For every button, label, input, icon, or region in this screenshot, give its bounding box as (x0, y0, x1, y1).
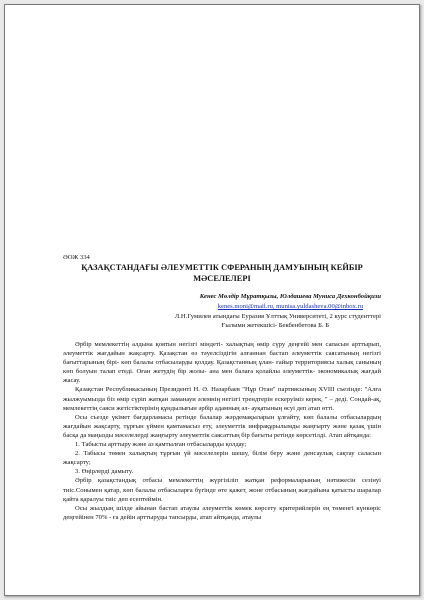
supervisor-line: Ғылыми жетекшісі- Бекбенбетова Б. Б (221, 322, 329, 329)
list-item: 3. Өңірлерді дамыту. (75, 468, 134, 476)
author-emails-link[interactable]: kenes.moni@mail.ru, munisa.yuldasheva.00@inbox.ru (217, 303, 363, 310)
paragraph: Осы жылдың шілде айынан бастап атаулы әлеуметтік көмек көрсету критерийлерін ең төменгі күнкөріс деңгейінен 70% - ға дейін арттыруды тапсырды, атап айтқанда, атаулы (63, 504, 381, 521)
document-page (63, 5, 381, 595)
title-line-2: МӘСЕЛЕЛЕРІ (193, 273, 251, 283)
title-line-1: ҚАЗАҚСТАНДАҒЫ ӘЛЕУМЕТТІК СФЕРАНЫҢ ДАМУЫНЫҢ КЕЙБІР (81, 263, 363, 272)
affiliation-line: Л.Н.Гумилев атындағы Еуразия Ұлттық Университеті, 2 курс студенттері (174, 313, 381, 320)
document-body (63, 340, 381, 522)
document-page-frame (4, 4, 420, 596)
udc-code: ӘОЖ 334 (63, 254, 90, 261)
paragraph: Әрбір мемлекеттің алдына қоятын негізгі міндеті- халықтың өмір сүру деңгейі мен сапасын арттырып, әлеуметтік жағдайын жақсарту. Қазақстан өз тәуелсіздігін алғаннан бастап әлеуметтік саясатының негізгі бағыттарының бірі- көп балалы отбасыларды қолдау. Қазақстанның ұлан- ғайыр территориясы халық санының көп болуын талап етеді. Оған жетудің бір жолы- ана мен балаға қолайлы әлеуметтік- экономикалық жағдай жасау. (63, 341, 381, 385)
document-title (63, 263, 381, 284)
list-item: 1. Табысты арттыру және аз қамтылған отбасыларды қолдау; (75, 441, 247, 449)
list-item: 2. Табысы төмен халықтың тұрғын үй мәселелерін шешу, білім беру және денсаулық сақтау саласын жақсарту; (63, 450, 381, 467)
paragraph: Әрбір қазақстандық отбасы мемлекеттің жүргізіліп жатқан реформаларының нәтижесін сезінуі тиіс.Сонымен қатар, көп балалы отбасыларға бүгінде өте қажет, жоне отбасының жағдайына қатысты шаралар қайта қаралуы тиіс деп есептеймін. (63, 477, 381, 503)
authors-line: Кенес Мөлдір Мұратқызы, Юлдашева Муниса Дехконбойқизи (199, 293, 381, 300)
paragraph: Осы съезде үкімет бағдарламасы ретінде балалар жәрдемақыларын ұлғайту, көп балалы отбасылардың жағдайын жақсарту, тұрғын үймен қамтамасыз ету, әлеуметтік инфрақұрылымды жаңғырту және қазақ үшін басқа да маңызды мәселелерді жаңғырту әлеуметтік саясаттың бір бағыты ретінде көрсетілді. Атап айтқанда: (63, 413, 381, 439)
paragraph: Қазақстан Республикасының Президенті Н. Ә. Назарбаев "Нұр Отан" партиясының XVIII съезінде: "Алға жылжуымызда біз өмір сүріп жатқан заманауи әлемнің негізгі трендтерін ескеруіміз керек, " – деді. Сондай-ақ, мемлекеттің саяси жетістіктерінің құндылығын әрбір адамның əл- ауқатының өсуі деп атап өтті. (63, 386, 381, 412)
